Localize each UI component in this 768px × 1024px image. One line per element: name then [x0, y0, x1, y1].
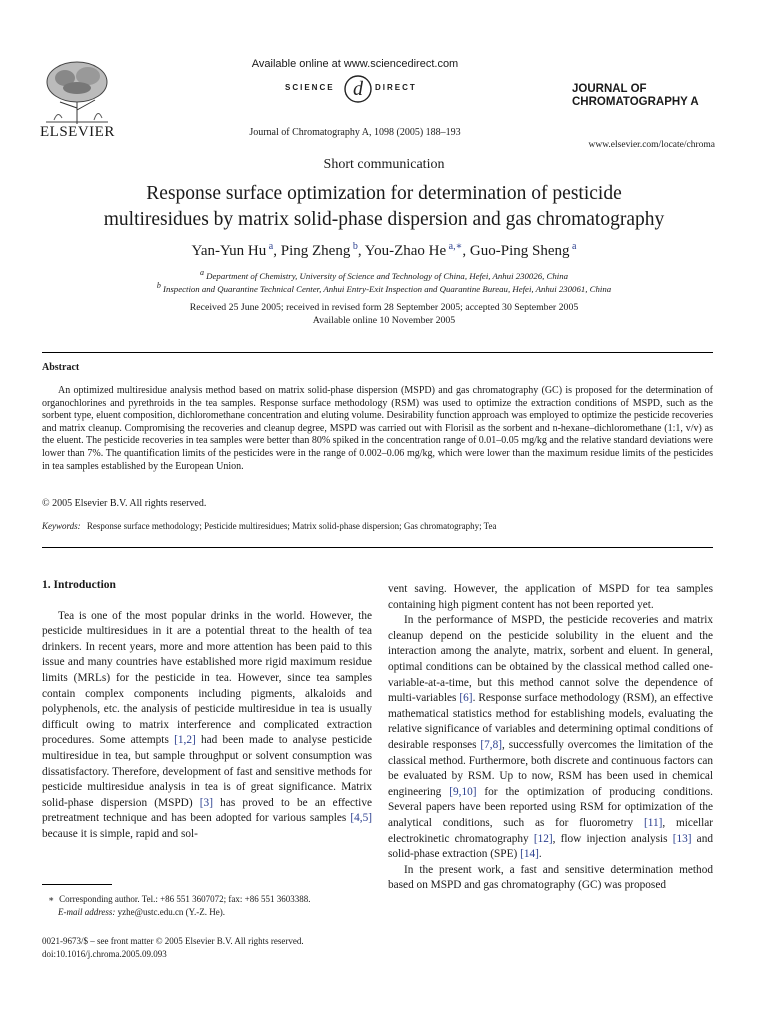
title-line-2: multiresidues by matrix solid-phase dispersion and gas chromatography	[103, 209, 665, 230]
footnote-corresponding	[42, 893, 372, 906]
divider-top	[42, 352, 713, 353]
intro-text: for the optimization of producing conditions. Several papers have been reported using RSM for optimization of the analytical conditions, such as for fluorometry	[388, 785, 713, 829]
author-separator: ,	[462, 243, 470, 259]
article-title	[0, 181, 768, 233]
right-column	[388, 582, 713, 894]
footnote	[42, 893, 372, 918]
footer-issn: 0021-9673/$ – see front matter © 2005 Elsevier B.V. All rights reserved.	[42, 936, 304, 946]
intro-text: , flow injection analysis	[552, 832, 673, 845]
journal-name-line1: JOURNAL OF	[572, 83, 647, 95]
title-line-1: Response surface optimization for determination of pesticide	[146, 183, 622, 204]
author-name: Guo-Ping Sheng	[469, 243, 570, 259]
publisher-name: ELSEVIER	[40, 124, 115, 140]
abstract-text: An optimized multiresidue analysis method based on matrix solid-phase dispersion (MSPD) and gas chromatography (GC) is proposed for the determination of organochlorines and pyrethroids in the tea samples. Response surface methodology (RSM) was used to optimize the extraction conditions of MSPD, such as the sorbent type, eluent composition, dichloromethane concentration and eluting volume. Desirability function approach was employed to optimize the pesticide recoveries and matrix cleanup. Compromising the recoveries and cleanup degree, MSPD was carried out with Florisil as the sorbent and n-hexane–dichloromethane (1:1, v/v) as the eluent. The pesticide recoveries in tea samples were better than 80% spiked in the concentration range of 0.01–0.05 mg/kg and the relative standard deviations were lower than 7%. The quantification limits of the pesticides were in the range of 0.002–0.06 mg/kg, which were lower than the maximum residue limits of the pesticides in tea samples established by the European Union.	[42, 385, 713, 472]
intro-text: because it is simple, rapid and sol-	[42, 827, 198, 840]
journal-citation: Journal of Chromatography A, 1098 (2005) 188–193	[249, 127, 461, 138]
keywords-label: Keywords:	[42, 521, 81, 531]
intro-text: , successfully overcomes the limitation of the classical method. Furthermore, both discrete and continuous factors can be evaluated by RSM. Up to now, RSM has been used in chemical engineering	[388, 738, 713, 798]
left-column	[42, 578, 372, 843]
intro-text: had been made to analyse pesticide multiresidue in tea, but sample throughput or solvent consumption was dissatisfactory. Therefore, development of fast and sensitive methods for pesticide multiresidue analysis in tea is of great significance. Matrix solid-phase dispersion (MSPD)	[42, 734, 372, 809]
abstract-heading: Abstract	[42, 362, 80, 373]
divider-bottom	[42, 547, 713, 548]
available-date: Available online 10 November 2005	[312, 315, 456, 326]
intro-paragraph-3: In the present work, a fast and sensitive determination method based on MSPD and gas chromatography (GC) was proposed	[388, 863, 713, 892]
footnote-email	[42, 906, 372, 919]
abstract-body	[42, 385, 713, 473]
intro-text: has proved to be an effective pretreatment technique and has been adopted for various samples	[42, 796, 372, 825]
footnote-rule	[42, 884, 112, 885]
author-affiliation-marker[interactable]: a	[266, 241, 274, 252]
received-dates: Received 25 June 2005; received in revised form 28 September 2005; accepted 30 September 2005	[189, 302, 579, 313]
journal-url[interactable]: www.elsevier.com/locate/chroma	[588, 140, 715, 150]
citation-link[interactable]: [6]	[459, 692, 473, 705]
intro-text: . Response surface methodology (RSM), an effective mathematical statistics method for establishing models, evaluating the relative significance of variables and determining optimal conditions of desirable responses	[388, 692, 713, 751]
intro-text: and solid-phase extraction (SPE)	[388, 832, 713, 861]
citation-link[interactable]: [3]	[199, 796, 213, 809]
author-list	[0, 243, 768, 260]
affiliation-a	[0, 268, 768, 281]
author-name: You-Zhao He	[364, 243, 447, 259]
author-separator: ,	[357, 243, 365, 259]
intro-text: In the performance of MSPD, the pesticide recoveries and matrix cleanup depend on the pesticide solubility in the eluent and the interaction among the analyte, matrix, sorbent and eluent. In general, optimal conditions can be obtained by the classical method called one-variable-at-a-time, but this method cannot solve the dependence of multi-variables	[388, 614, 713, 705]
direct-label: DIRECT	[375, 83, 417, 92]
affiliation-b	[0, 281, 768, 294]
affiliation-b-text: Inspection and Quarantine Technical Center, Anhui Entry-Exit Inspection and Quarantine Bureau, Hefei, Anhui 230061, China	[163, 284, 612, 294]
keywords-line	[42, 521, 713, 531]
affiliation-a-marker: a	[199, 268, 204, 278]
citation-link[interactable]: [11]	[643, 816, 663, 829]
affiliation-b-marker: b	[156, 281, 161, 291]
citation-link[interactable]: [4,5]	[350, 812, 372, 825]
email-link[interactable]: yzhe@ustc.edu.cn (Y.-Z. He).	[117, 906, 226, 917]
citation-link[interactable]: [1,2]	[174, 734, 196, 747]
footnote-email-label: E-mail address:	[58, 906, 116, 917]
footnote-corresponding-text: Corresponding author. Tel.: +86 551 3607072; fax: +86 551 3603388.	[59, 894, 311, 904]
intro-text: Tea is one of the most popular drinks in the world. However, the pesticide multiresidues in it are a potential threat to the health of tea drinkers. In recent years, more and more attention has been paid to this issue and many countries have established more rigid maximum residue limits (MRLs) for the pesticide in tea. However, since tea samples contain complex components including pigments, alkaloids and polyphenols, etc. the analysis of pesticide multiresidue in tea is usually difficult owing to matrix interference and complicated extraction procedures. Some attempts	[42, 609, 372, 747]
author-affiliation-marker[interactable]: b	[350, 241, 358, 252]
sciencedirect-d-icon	[343, 74, 373, 109]
keywords-text: Response surface methodology; Pesticide multiresidues; Matrix solid-phase dispersion; Gas chromatography; Tea	[86, 521, 497, 531]
intro-paragraph-1	[42, 609, 372, 843]
author-name: Ping Zheng	[280, 243, 351, 259]
sciencedirect-logo	[285, 74, 435, 104]
svg-text:d: d	[353, 78, 363, 100]
affiliation-a-text: Department of Chemistry, University of Science and Technology of China, Hefei, Anhui 230026, China	[206, 271, 569, 281]
citation-link[interactable]: [14]	[520, 848, 539, 861]
available-online-text: Available online at www.sciencedirect.com	[251, 58, 459, 70]
journal-logo	[572, 83, 712, 109]
author-separator: ,	[273, 243, 281, 259]
intro-paragraph-continued: vent saving. However, the application of MSPD for tea samples containing high pigment content has not been reported yet.	[388, 583, 713, 611]
citation-link[interactable]: [9,10]	[449, 785, 477, 798]
article-type: Short communication	[323, 157, 445, 172]
intro-text: , micellar electrokinetic chromatography	[388, 816, 714, 845]
abstract-copyright: © 2005 Elsevier B.V. All rights reserved.	[42, 498, 207, 509]
author-name: Yan-Yun Hu	[191, 243, 267, 259]
footer-doi[interactable]: doi:10.1016/j.chroma.2005.09.093	[42, 949, 167, 959]
footnote-marker: ∗	[48, 894, 55, 904]
intro-paragraph-2	[388, 613, 713, 863]
section-heading-introduction: 1. Introduction	[42, 579, 116, 591]
citation-link[interactable]: [13]	[672, 832, 692, 845]
citation-link[interactable]: [12]	[533, 832, 553, 845]
science-label: SCIENCE	[285, 83, 335, 92]
journal-name-line2: CHROMATOGRAPHY A	[572, 96, 699, 108]
intro-text: .	[538, 848, 542, 861]
author-affiliation-marker[interactable]: a,∗	[446, 241, 463, 252]
author-affiliation-marker[interactable]: a	[569, 241, 577, 252]
citation-link[interactable]: [7,8]	[480, 738, 503, 751]
elsevier-tree-icon	[40, 58, 114, 126]
